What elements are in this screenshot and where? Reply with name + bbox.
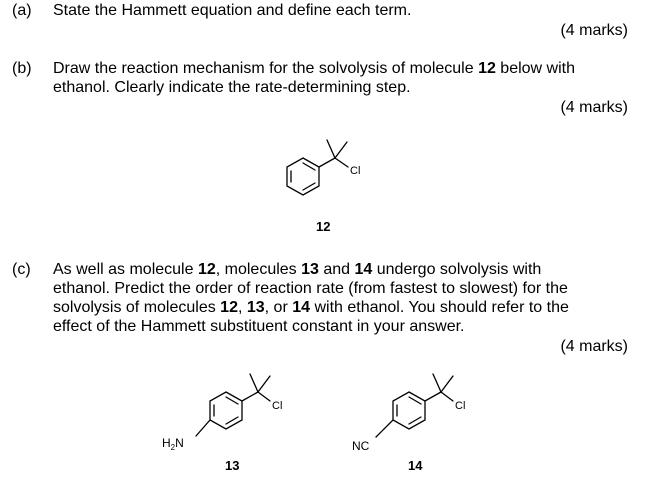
part-c-text: ,: [237, 299, 247, 316]
amino-subscript: 2: [170, 443, 176, 452]
molecule-number-13: 13: [225, 458, 240, 473]
part-c-label: (c): [12, 261, 31, 278]
part-b-text: Draw the reaction mechanism for the solvolysis of molecule: [53, 60, 479, 77]
part-a-question: State the Hammett equation and define each term.: [53, 2, 412, 19]
part-c-text: with ethanol. You should refer to the: [310, 299, 569, 316]
part-c-text: and: [318, 261, 355, 278]
molecule-ref-13: 13: [301, 261, 319, 278]
part-c-text: As well as molecule: [53, 261, 198, 278]
chlorine-label: Cl: [350, 165, 361, 177]
part-b-question-line-2: ethanol. Clearly indicate the rate-determining step.: [53, 79, 411, 96]
part-b-text: below with: [495, 60, 576, 77]
part-c-question-line-2: ethanol. Predict the order of reaction rate (from fastest to slowest) for the: [53, 280, 568, 297]
part-c-text: undergo solvolysis with: [372, 261, 542, 278]
part-c-question-line-4: effect of the Hammett substituent constant in your answer.: [53, 318, 465, 335]
molecule-ref-12: 12: [197, 261, 216, 278]
part-a-label: (a): [12, 2, 32, 19]
molecule-ref-14: 14: [354, 261, 373, 278]
part-c-marks: (4 marks): [560, 338, 628, 355]
chlorine-label: Cl: [272, 400, 283, 412]
part-b-label: (b): [12, 60, 32, 77]
part-c-text: , molecules: [215, 261, 302, 278]
molecule-ref-12: 12: [220, 299, 238, 316]
amino-h: H: [162, 436, 171, 450]
part-c-text: , or: [264, 299, 293, 316]
part-b-marks: (4 marks): [560, 99, 628, 116]
amino-n: N: [175, 436, 184, 450]
molecule-ref-13: 13: [246, 299, 265, 316]
molecule-number-14: 14: [408, 458, 423, 473]
part-a-marks: (4 marks): [560, 22, 628, 39]
cyano-group-label: NC: [352, 439, 370, 453]
part-c-text: solvolysis of molecules: [53, 299, 221, 316]
molecule-ref-12: 12: [478, 60, 496, 77]
molecule-ref-14: 14: [292, 299, 311, 316]
chlorine-label: Cl: [455, 400, 466, 412]
molecule-number-12: 12: [316, 219, 331, 234]
